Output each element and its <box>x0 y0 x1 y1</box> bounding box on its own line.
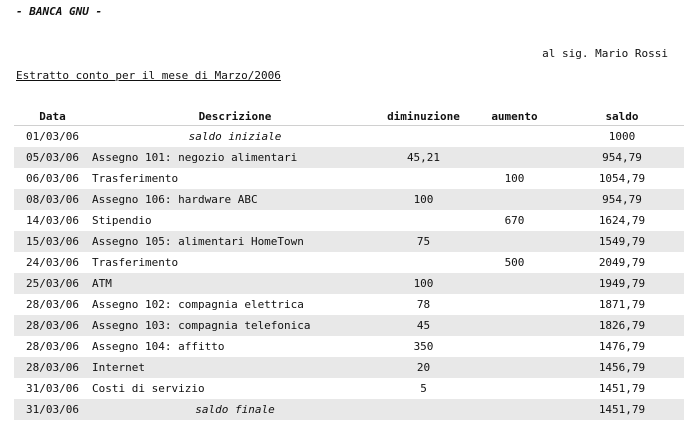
table-row <box>14 378 684 399</box>
cell-description: saldo finale <box>91 399 378 420</box>
cell-balance: 1054,79 <box>598 172 646 185</box>
bank-title: - BANCA GNU - <box>16 5 103 18</box>
cell-balance: 1456,79 <box>560 357 684 378</box>
cell-increase <box>469 273 560 294</box>
cell-decrease: 45 <box>378 315 469 336</box>
table-row <box>14 210 684 231</box>
cell-decrease <box>378 168 469 189</box>
cell-date: 28/03/06 <box>14 357 91 378</box>
cell-date: 24/03/06 <box>26 256 79 269</box>
cell-decrease: 100 <box>378 273 469 294</box>
cell-increase <box>469 378 560 399</box>
cell-date: 08/03/06 <box>14 189 91 210</box>
cell-increase: 100 <box>504 172 525 185</box>
cell-decrease: 20 <box>378 357 469 378</box>
cell-description: Assegno 103: compagnia telefonica <box>91 315 378 336</box>
cell-balance: 1476,79 <box>598 340 646 353</box>
cell-balance: 1451,79 <box>598 382 646 395</box>
table-row <box>14 399 684 420</box>
cell-decrease: 350 <box>413 340 434 353</box>
header-decrease: diminuzione <box>378 108 469 126</box>
cell-decrease <box>378 399 469 420</box>
cell-date: 25/03/06 <box>14 273 91 294</box>
cell-description: Stipendio <box>92 214 152 227</box>
cell-balance: 1871,79 <box>598 298 646 311</box>
cell-decrease: 5 <box>420 382 427 395</box>
cell-balance: 1624,79 <box>598 214 646 227</box>
table-body <box>14 126 684 421</box>
cell-date: 31/03/06 <box>26 382 79 395</box>
cell-balance: 2049,79 <box>598 256 646 269</box>
cell-date: 06/03/06 <box>26 172 79 185</box>
cell-balance: 954,79 <box>560 147 684 168</box>
cell-decrease <box>378 126 469 148</box>
cell-increase <box>469 399 560 420</box>
header-increase: aumento <box>469 108 560 126</box>
table-row <box>14 231 684 252</box>
cell-increase: 500 <box>504 256 525 269</box>
cell-increase <box>469 336 560 357</box>
table-row <box>14 252 684 273</box>
cell-increase <box>469 357 560 378</box>
table-row <box>14 357 684 378</box>
cell-decrease <box>378 210 469 231</box>
header-description: Descrizione <box>91 108 378 126</box>
cell-decrease <box>378 252 469 273</box>
cell-description: ATM <box>91 273 378 294</box>
header-row <box>14 108 684 126</box>
cell-description: Assegno 104: affitto <box>92 340 225 353</box>
cell-balance: 1451,79 <box>560 399 684 420</box>
cell-increase <box>469 231 560 252</box>
cell-balance: 954,79 <box>560 189 684 210</box>
cell-description: Trasferimento <box>92 172 179 185</box>
cell-balance: 1549,79 <box>560 231 684 252</box>
cell-description: saldo iniziale <box>188 130 282 143</box>
cell-decrease: 100 <box>378 189 469 210</box>
cell-increase <box>469 294 560 315</box>
cell-date: 28/03/06 <box>26 298 79 311</box>
cell-balance: 1000 <box>608 130 636 143</box>
cell-date: 31/03/06 <box>14 399 91 420</box>
cell-description: Assegno 101: negozio alimentari <box>91 147 378 168</box>
table-row <box>14 147 684 168</box>
statement-table <box>14 108 684 420</box>
cell-increase <box>469 147 560 168</box>
cell-date: 28/03/06 <box>26 340 79 353</box>
cell-date: 28/03/06 <box>14 315 91 336</box>
cell-balance: 1826,79 <box>560 315 684 336</box>
table-row <box>14 168 684 189</box>
cell-date: 14/03/06 <box>26 214 79 227</box>
cell-description: Trasferimento <box>92 256 179 269</box>
header-balance: saldo <box>560 108 684 126</box>
cell-increase: 670 <box>504 214 525 227</box>
cell-description: Internet <box>91 357 378 378</box>
statement-title: Estratto conto per il mese di Marzo/2006 <box>16 69 281 82</box>
cell-increase <box>469 126 560 148</box>
table-row <box>14 126 684 148</box>
table-row <box>14 336 684 357</box>
cell-decrease: 45,21 <box>378 147 469 168</box>
cell-increase <box>469 189 560 210</box>
table-row <box>14 189 684 210</box>
cell-date: 05/03/06 <box>14 147 91 168</box>
cell-date: 01/03/06 <box>26 130 79 143</box>
header-date: Data <box>14 108 91 126</box>
cell-description: Assegno 102: compagnia elettrica <box>92 298 304 311</box>
cell-date: 15/03/06 <box>14 231 91 252</box>
cell-description: Costi di servizio <box>92 382 205 395</box>
cell-description: Assegno 106: hardware ABC <box>91 189 378 210</box>
table-row <box>14 315 684 336</box>
recipient: al sig. Mario Rossi <box>542 47 668 60</box>
table-row <box>14 294 684 315</box>
table-header <box>14 108 684 126</box>
cell-increase <box>469 315 560 336</box>
cell-decrease: 75 <box>378 231 469 252</box>
cell-description: Assegno 105: alimentari HomeTown <box>91 231 378 252</box>
cell-balance: 1949,79 <box>560 273 684 294</box>
cell-decrease: 78 <box>416 298 431 311</box>
table-row <box>14 273 684 294</box>
